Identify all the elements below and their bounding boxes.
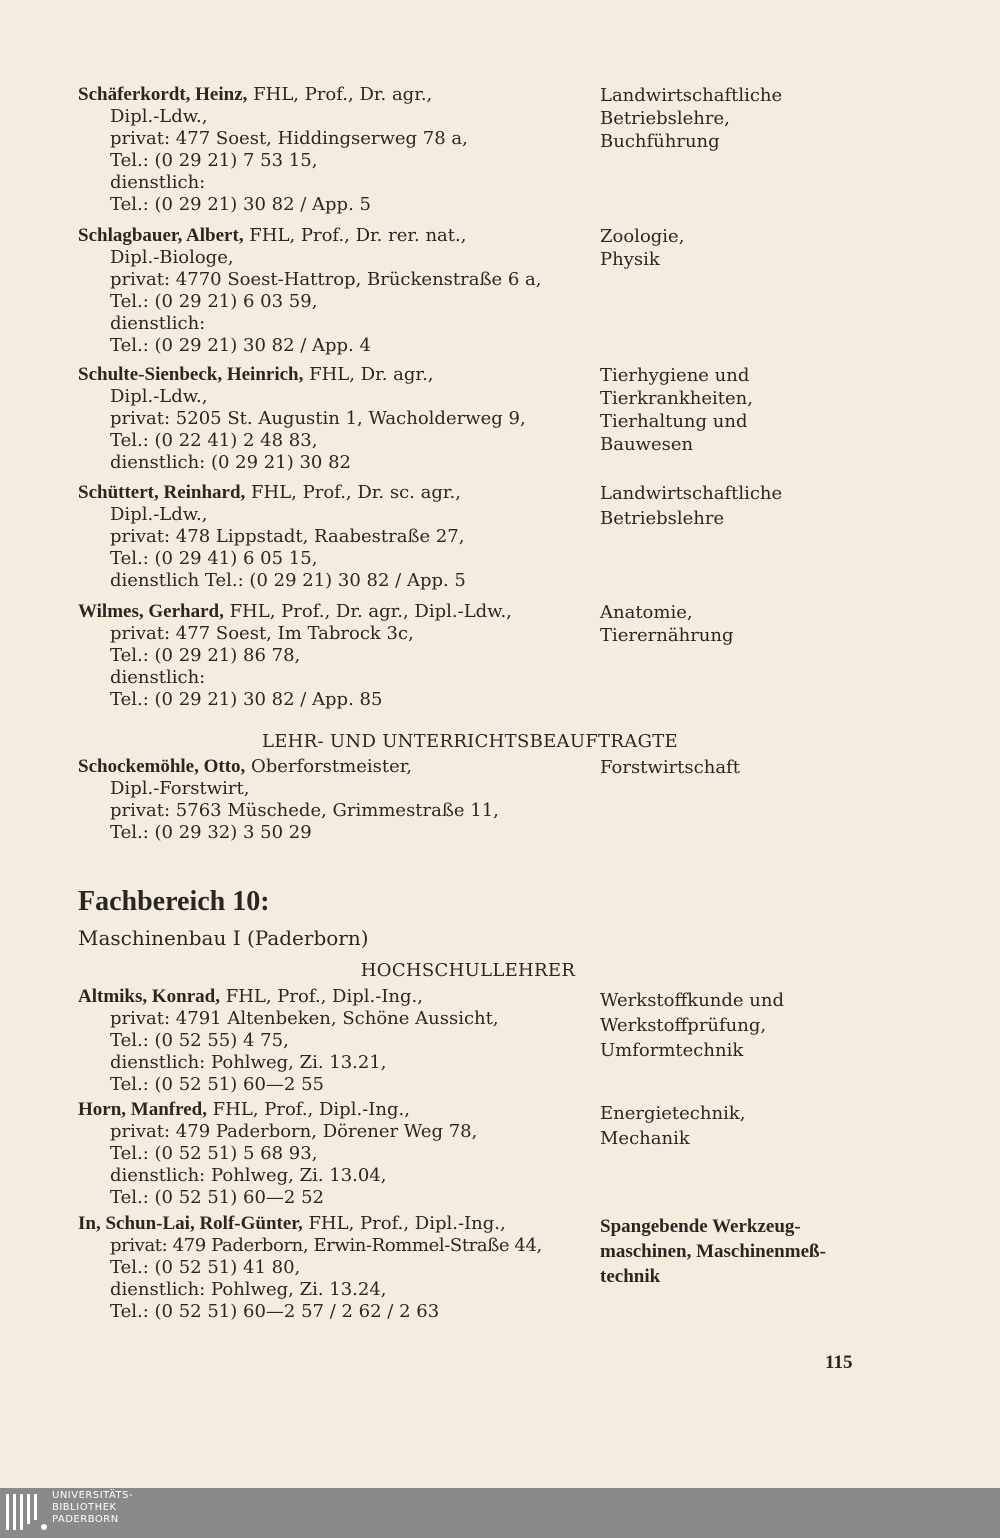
entry-subjects [600,225,890,271]
subject-line: technik [600,1266,661,1287]
entry-line: Tel.: (0 29 21) 30 82 / App. 4 [110,335,371,356]
entry-line: Tel.: (0 29 21) 30 82 / App. 5 [110,194,371,215]
logo-line: UNIVERSITÄTS- [52,1490,134,1501]
entry-details [78,482,588,592]
subject-line: Anatomie, [600,602,693,623]
subject-line: Tierhaltung und [600,411,748,432]
entry-line: Tel.: (0 22 41) 2 48 83, [110,430,318,451]
entry-line: privat: 4770 Soest-Hattrop, Brückenstraße 6 a, [110,269,542,290]
entry-details [78,986,588,1096]
entry-line: dienstlich: Pohlweg, Zi. 13.24, [110,1279,387,1300]
fachbereich-title: Fachbereich 10: [78,886,270,917]
entry-line: privat: 5205 St. Augustin 1, Wacholderweg 9, [110,408,526,429]
entry-line: Tel.: (0 29 21) 30 82 / App. 85 [110,689,383,710]
logo-line: PADERBORN [52,1514,119,1525]
entry-details [78,601,588,711]
entry-line: Tel.: (0 52 51) 41 80, [110,1257,301,1278]
entry-line: dienstlich: [110,172,206,193]
entry-line: privat: 479 Paderborn, Erwin-Rommel-Straße 44, [110,1235,542,1256]
subject-line: Mechanik [600,1128,690,1149]
subject-line: Forstwirtschaft [600,757,740,778]
page-number: 115 [825,1352,853,1373]
subject-line: Landwirtschaftliche [600,85,783,106]
entry-subjects [600,1214,890,1289]
entry-line: Tel.: (0 52 51) 60—2 52 [110,1187,324,1208]
entry-line: Tel.: (0 52 55) 4 75, [110,1030,289,1051]
entry-subjects [600,988,890,1063]
subject-line: Umformtechnik [600,1040,744,1061]
fachbereich-subtitle: Maschinenbau I (Paderborn) [78,926,369,950]
entry-title: FHL, Prof., Dipl.-Ing., [206,1099,410,1120]
entry-line: dienstlich: (0 29 21) 30 82 [110,452,351,473]
entry-subjects [600,601,890,647]
subject-line: Werkstoffkunde und [600,990,784,1011]
entry-line: dienstlich: Pohlweg, Zi. 13.04, [110,1165,387,1186]
entry-line: Dipl.-Biologe, [110,247,234,268]
entry-line: Dipl.-Forstwirt, [110,778,250,799]
entry-line: Tel.: (0 29 41) 6 05 15, [110,548,318,569]
entry-line: dienstlich: [110,313,206,334]
entry-line: Tel.: (0 29 21) 7 53 15, [110,150,318,171]
entry-line: dienstlich: Pohlweg, Zi. 13.21, [110,1052,387,1073]
entry-line: Dipl.-Ldw., [110,504,208,525]
logo-line: BIBLIOTHEK [52,1502,117,1513]
entry-name: Schüttert, Reinhard, [78,482,246,503]
subject-line: Werkstoffprüfung, [600,1015,767,1036]
subject-line: Tierhygiene und [600,365,750,386]
section-heading: LEHR- UND UNTERRICHTSBEAUFTRAGTE [261,731,678,752]
subject-line: Physik [600,249,660,270]
subject-line: Spangebende Werkzeug- [600,1216,801,1237]
subject-line: Energietechnik, [600,1103,746,1124]
entry-line: Tel.: (0 29 21) 86 78, [110,645,301,666]
entry-subjects [600,482,890,530]
library-logo-text [52,1490,133,1526]
entry-subjects [600,1101,890,1151]
entry-line: Tel.: (0 52 51) 5 68 93, [110,1143,318,1164]
entry-title: FHL, Prof., Dipl.-Ing., [220,986,423,1007]
entry-title: FHL, Prof., Dr. agr., [247,84,433,105]
entry-line: dienstlich: [110,667,206,688]
entry-name: Altmiks, Konrad, [78,986,220,1007]
subject-line: Tierkrankheiten, [600,388,753,409]
entry-line: privat: 479 Paderborn, Dörener Weg 78, [110,1121,478,1142]
entry-title: FHL, Prof., Dr. agr., Dipl.-Ldw., [223,601,512,622]
entry-details [78,364,588,474]
subject-line: maschinen, Maschinenmeß- [600,1241,826,1262]
subject-line: Betriebslehre [600,508,725,529]
entry-name: Schockemöhle, Otto, [78,756,246,777]
entry-name: Horn, Manfred, [78,1099,207,1120]
entry-name: In, Schun-Lai, Rolf-Günter, [78,1213,303,1234]
entry-line: dienstlich Tel.: (0 29 21) 30 82 / App. 5 [110,570,466,591]
entry-line: Tel.: (0 29 32) 3 50 29 [110,822,312,843]
entry-title: FHL, Dr. agr., [303,364,434,385]
subject-line: Landwirtschaftliche [600,483,783,504]
entry-title: FHL, Prof., Dipl.-Ing., [302,1213,506,1234]
entry-subjects [600,756,890,779]
entry-subjects [600,364,890,456]
entry-line: privat: 478 Lippstadt, Raabestraße 27, [110,526,465,547]
library-footer [0,1488,1000,1538]
entry-details [78,84,588,216]
entry-line: privat: 5763 Müschede, Grimmestraße 11, [110,800,499,821]
library-logo-icon [4,1492,48,1534]
entry-line: privat: 477 Soest, Im Tabrock 3c, [110,623,414,644]
subject-line: Bauwesen [600,434,694,455]
entry-title: Oberforstmeister, [245,756,413,777]
entry-details [78,1099,588,1209]
entry-name: Schulte-Sienbeck, Heinrich, [78,364,304,385]
entry-line: Tel.: (0 52 51) 60—2 57 / 2 62 / 2 63 [110,1301,440,1322]
entry-subjects [600,84,890,153]
subject-line: Tierernährung [600,625,734,646]
entry-line: privat: 477 Soest, Hiddingserweg 78 a, [110,128,468,149]
entry-name: Schäferkordt, Heinz, [78,84,248,105]
section-heading: HOCHSCHULLEHRER [360,960,576,981]
entry-details [78,225,588,357]
subject-line: Buchführung [600,131,720,152]
subject-line: Betriebslehre, [600,108,730,129]
entry-details [78,1213,588,1323]
entry-name: Schlagbauer, Albert, [78,225,244,246]
entry-line: Tel.: (0 29 21) 6 03 59, [110,291,318,312]
entry-name: Wilmes, Gerhard, [78,601,224,622]
entry-title: FHL, Prof., Dr. rer. nat., [243,225,467,246]
entry-details [78,756,588,844]
entry-line: Dipl.-Ldw., [110,106,208,127]
entry-line: Tel.: (0 52 51) 60—2 55 [110,1074,324,1095]
entry-line: privat: 4791 Altenbeken, Schöne Aussicht, [110,1008,499,1029]
entry-title: FHL, Prof., Dr. sc. agr., [245,482,461,503]
entry-line: Dipl.-Ldw., [110,386,208,407]
subject-line: Zoologie, [600,226,685,247]
